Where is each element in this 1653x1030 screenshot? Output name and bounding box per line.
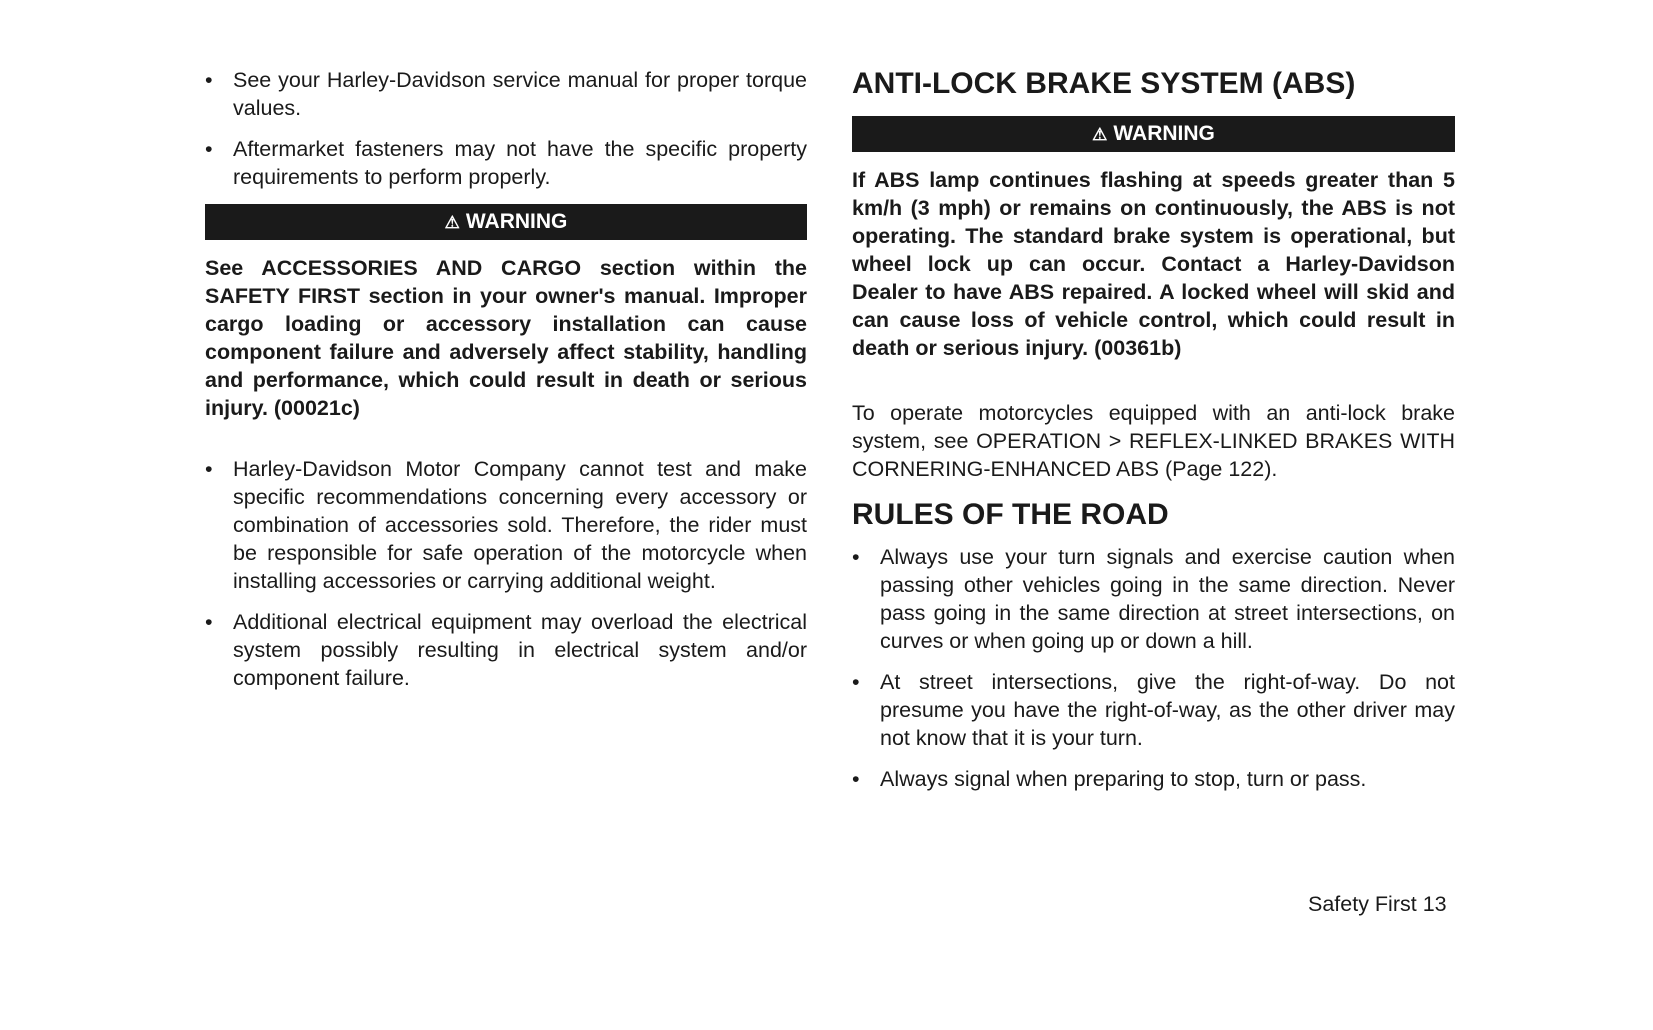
rules-list xyxy=(852,543,1455,793)
right-column xyxy=(852,66,1455,806)
list-item: • See your Harley-Davidson service manual for proper torque values. xyxy=(205,68,807,120)
list-item-text: Aftermarket fasteners may not have the specific property requirements to perform properly. xyxy=(233,137,807,189)
warning-label: WARNING xyxy=(465,210,568,233)
list-item-text: Always signal when preparing to stop, turn or pass. xyxy=(880,767,1367,791)
list-item-text: Harley-Davidson Motor Company cannot test and make specific recommendations concerning every accessory or combination of accessories sold. Therefore, the rider must be responsible for safe operation of the motorcycle when installing accessories or carrying additional weight. xyxy=(233,457,807,593)
list-item: • Always signal when preparing to stop, turn or pass. xyxy=(852,767,1367,791)
warning-text: See ACCESSORIES AND CARGO section within the SAFETY FIRST section in your owner's manual. Improper cargo loading or accessory installation can cause component failure and adversely affect stability, handling and performance, which could result in death or serious injury. (00021c) xyxy=(205,256,807,420)
warning-text: If ABS lamp continues flashing at speeds greater than 5 km/h (3 mph) or remains on continuously, the ABS is not operating. The standard brake system is operational, but wheel lock up can occur. Contact a Harley-Davidson Dealer to have ABS repaired. A locked wheel will skid and can cause loss of vehicle control, which could result in death or serious injury. (00361b) xyxy=(852,168,1455,360)
list-item: • Always use your turn signals and exercise caution when passing other vehicles going in the same direction. Never pass going in the same direction at street intersections, on curves or when going up or down a hill. xyxy=(852,545,1455,653)
left-column xyxy=(205,66,807,705)
warning-banner xyxy=(205,204,807,240)
list-item-text: Additional electrical equipment may overload the electrical system possibly resulting in electrical system and/or component failure. xyxy=(233,610,807,690)
warning-triangle-icon: ⚠ xyxy=(1092,125,1108,144)
list-item-text: Always use your turn signals and exercise caution when passing other vehicles going in the same direction. Never pass going in the same direction at street intersections, on curves or when going up or down a hill. xyxy=(880,545,1455,653)
warning-banner xyxy=(852,116,1455,152)
list-item: • Additional electrical equipment may overload the electrical system possibly resulting in electrical system and/or component failure. xyxy=(205,610,807,690)
list-item-text: See your Harley-Davidson service manual for proper torque values. xyxy=(233,68,807,120)
list-item-text: At street intersections, give the right-of-way. Do not presume you have the right-of-way, as the other driver may not know that it is your turn. xyxy=(880,670,1455,750)
list-item: • Harley-Davidson Motor Company cannot test and make specific recommendations concerning every accessory or combination of accessories sold. Therefore, the rider must be responsible for safe operation of the motorcycle when installing accessories or carrying additional weight. xyxy=(205,457,807,593)
abs-body: To operate motorcycles equipped with an anti-lock brake system, see OPERATION > REFLEX-LINKED BRAKES WITH CORNERING-ENHANCED ABS (Page 122). xyxy=(852,401,1455,481)
abs-heading: ANTI-LOCK BRAKE SYSTEM (ABS) xyxy=(852,67,1356,100)
list-item: • Aftermarket fasteners may not have the specific property requirements to perform properly. xyxy=(205,137,807,189)
page-footer: Safety First 13 xyxy=(1308,892,1447,916)
warning-triangle-icon: ⚠ xyxy=(444,213,460,232)
bullet-list-bottom xyxy=(205,455,807,692)
warning-label: WARNING xyxy=(1113,122,1215,145)
bullet-list-top xyxy=(205,66,807,191)
list-item: • At street intersections, give the right-of-way. Do not presume you have the right-of-way, as the other driver may not know that it is your turn. xyxy=(852,670,1455,750)
rules-heading: RULES OF THE ROAD xyxy=(852,498,1169,531)
